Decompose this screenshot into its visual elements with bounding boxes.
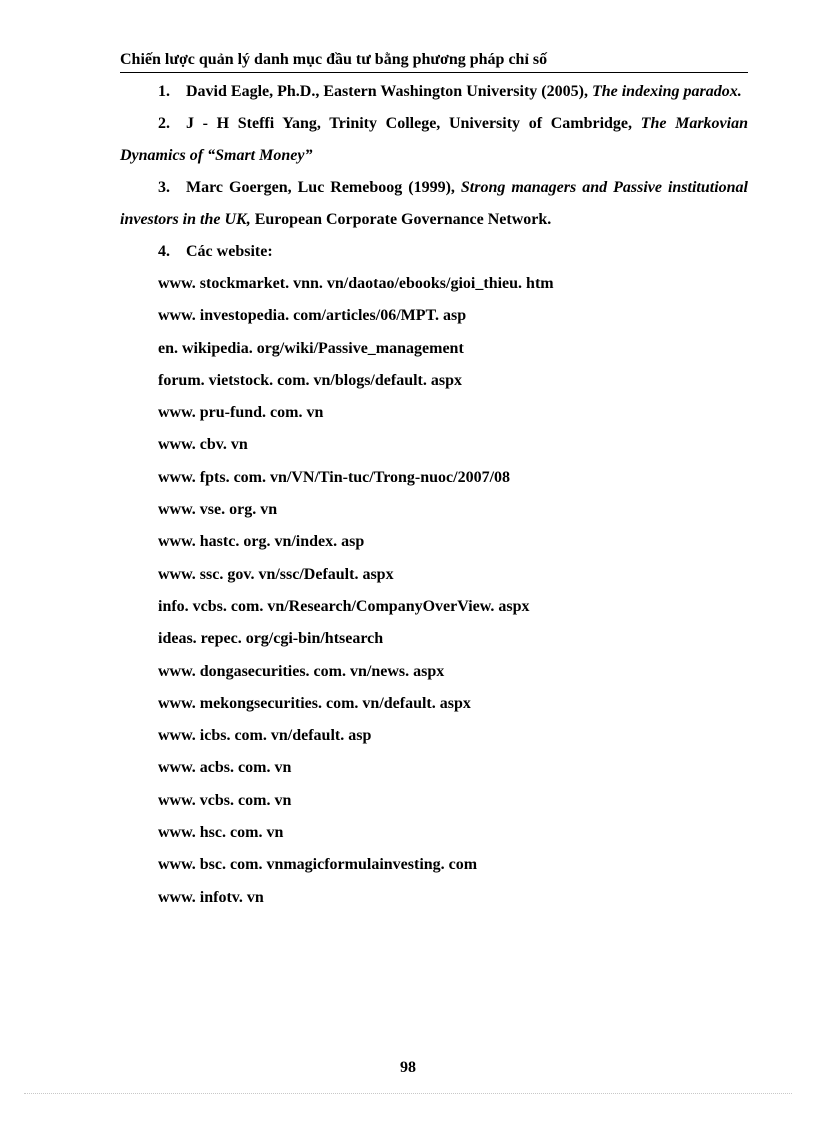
header-title: Chiến lược quản lý danh mục đầu tư bằng phương pháp chỉ số [120, 51, 548, 68]
reference-title: The Markovian Dynamics of “Smart Money” [120, 115, 748, 164]
reference-item-4 [120, 236, 748, 268]
reference-tail: European Corporate Governance Network. [250, 211, 552, 228]
website-item: www. acbs. com. vn [158, 759, 292, 777]
reference-number: 2. [158, 115, 170, 132]
reference-text: Các website: [186, 243, 273, 260]
reference-text: Marc Goergen, Luc Remeboog (1999), [186, 179, 461, 196]
page-header [120, 50, 748, 73]
website-item: www. infotv. vn [158, 888, 264, 906]
website-item: www. hastc. org. vn/index. asp [158, 533, 365, 551]
reference-item-1 [120, 76, 748, 108]
references-section [120, 76, 748, 914]
reference-text: J - H Steffi Yang, Trinity College, University of Cambridge, [186, 115, 641, 132]
reference-item-3 [120, 172, 748, 236]
website-list [120, 268, 748, 914]
website-item: www. icbs. com. vn/default. asp [158, 727, 372, 745]
website-item: www. pru-fund. com. vn [158, 404, 324, 422]
website-item: info. vcbs. com. vn/Research/CompanyOverView. aspx [158, 597, 530, 615]
website-item: www. bsc. com. vnmagicformulainvesting. com [158, 856, 478, 874]
reference-title: Strong managers and Passive institutional investors in the UK, [120, 179, 748, 228]
website-item: www. dongasecurities. com. vn/news. aspx [158, 662, 445, 680]
website-item: forum. vietstock. com. vn/blogs/default. aspx [158, 371, 462, 389]
reference-title: The indexing paradox. [591, 83, 742, 100]
reference-item-2 [120, 108, 748, 172]
website-item: www. cbv. vn [158, 436, 248, 454]
website-item: www. fpts. com. vn/VN/Tin-tuc/Trong-nuoc/2007/08 [158, 468, 511, 486]
reference-text: David Eagle, Ph.D., Eastern Washington University (2005), [186, 83, 592, 100]
page-number: 98 [400, 1059, 416, 1076]
website-item: www. vcbs. com. vn [158, 791, 292, 809]
reference-number: 1. [158, 83, 170, 100]
reference-number: 3. [158, 179, 170, 196]
reference-number: 4. [158, 243, 170, 260]
website-item: www. ssc. gov. vn/ssc/Default. aspx [158, 565, 394, 583]
website-item: en. wikipedia. org/wiki/Passive_management [158, 339, 464, 357]
website-item: www. hsc. com. vn [158, 824, 284, 842]
website-item: www. stockmarket. vnn. vn/daotao/ebooks/gioi_thieu. htm [158, 275, 554, 292]
website-item: ideas. repec. org/cgi-bin/htsearch [158, 630, 384, 648]
website-item: www. vse. org. vn [158, 501, 278, 519]
website-item: www. investopedia. com/articles/06/MPT. asp [158, 307, 467, 325]
page-bottom-divider [24, 1093, 792, 1094]
website-item: www. mekongsecurities. com. vn/default. aspx [158, 694, 471, 712]
